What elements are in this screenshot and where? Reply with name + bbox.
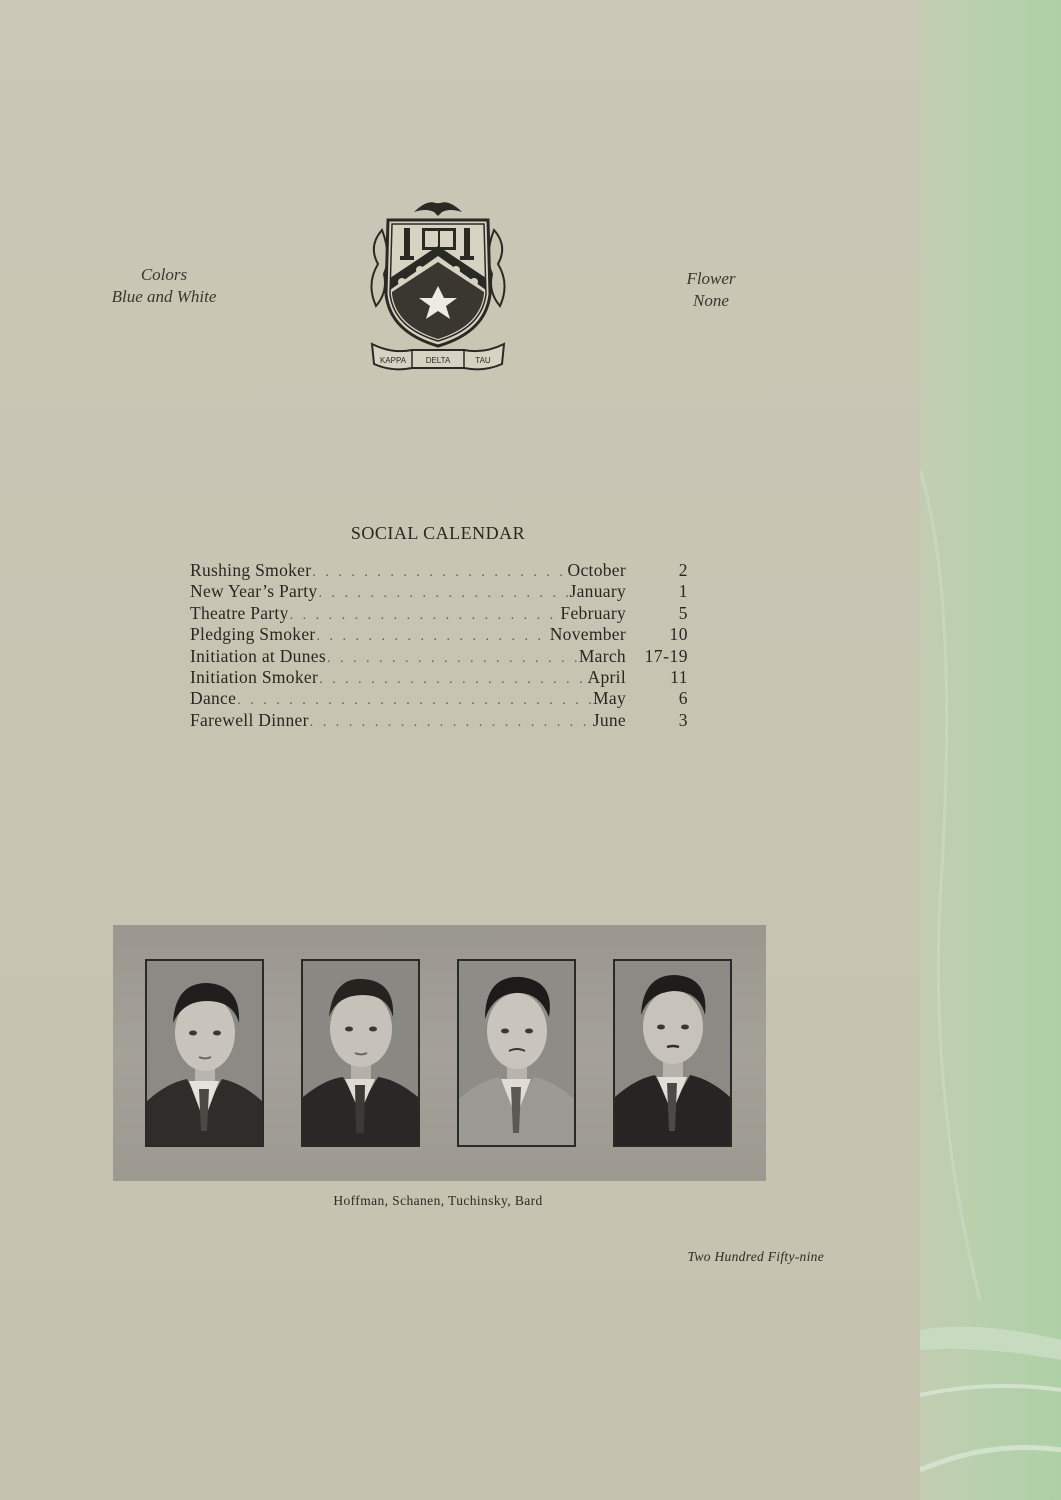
page-number: Two Hundred Fifty-nine [687, 1249, 824, 1264]
crest-banner-tau: TAU [475, 356, 491, 365]
colors-block [64, 264, 264, 308]
crest-banner-kappa: KAPPA [379, 356, 407, 365]
leader-dots [327, 648, 578, 669]
leader-dots [319, 669, 586, 690]
adjacent-page-edge [920, 0, 1061, 1500]
photo-caption: Hoffman, Schanen, Tuchinsky, Bard [333, 1193, 543, 1208]
fraternity-crest [362, 194, 514, 384]
calendar-title: SOCIAL CALENDAR [350, 523, 526, 543]
calendar-day: 2 [678, 560, 688, 580]
flower-value: None [693, 291, 729, 310]
calendar-month: October [567, 560, 626, 580]
calendar-month: November [549, 624, 626, 645]
calendar-row [190, 581, 688, 602]
calendar-event: New Year’s Party [190, 581, 318, 602]
leader-dots [237, 690, 592, 711]
portrait-photo [457, 959, 576, 1147]
portrait-photo [613, 959, 732, 1147]
calendar-row [190, 603, 688, 624]
calendar-row [190, 710, 688, 731]
calendar-month: January [569, 581, 626, 602]
leader-dots [318, 583, 568, 604]
calendar-day: 17-19 [644, 645, 688, 666]
calendar-day: 11 [670, 666, 688, 687]
portrait-strip [113, 925, 766, 1181]
calendar-month: April [587, 666, 626, 687]
flower-label: Flower [686, 269, 736, 288]
leader-dots [290, 605, 560, 626]
calendar-month: March [578, 645, 626, 666]
calendar-day: 10 [669, 624, 688, 645]
calendar-event: Initiation at Dunes [190, 645, 326, 666]
calendar-day: 3 [678, 709, 688, 730]
calendar-event: Theatre Party [190, 602, 289, 623]
leader-dots [312, 562, 566, 583]
calendar-list [190, 560, 688, 731]
calendar-month: June [592, 709, 626, 730]
calendar-month: February [560, 602, 626, 623]
leader-dots [317, 626, 549, 647]
calendar-month: May [593, 688, 626, 709]
calendar-row [190, 667, 688, 688]
colors-value: Blue and White [111, 287, 217, 306]
calendar-event: Farewell Dinner [190, 709, 309, 730]
colors-label: Colors [140, 265, 188, 284]
calendar-row [190, 624, 688, 645]
crest-banner-delta: DELTA [425, 356, 451, 365]
calendar-day: 5 [678, 602, 688, 623]
calendar-event: Initiation Smoker [190, 666, 319, 687]
leader-dots [310, 712, 592, 733]
calendar-event: Dance [190, 688, 237, 709]
calendar-row [190, 646, 688, 667]
calendar-day: 6 [678, 688, 688, 709]
calendar-row [190, 688, 688, 709]
flower-block [640, 268, 782, 312]
calendar-event: Pledging Smoker [190, 624, 316, 645]
calendar-day: 1 [678, 581, 688, 602]
portrait-photo [145, 959, 264, 1147]
calendar-event: Rushing Smoker [190, 560, 312, 580]
portrait-photo [301, 959, 420, 1147]
calendar-row [190, 560, 688, 581]
